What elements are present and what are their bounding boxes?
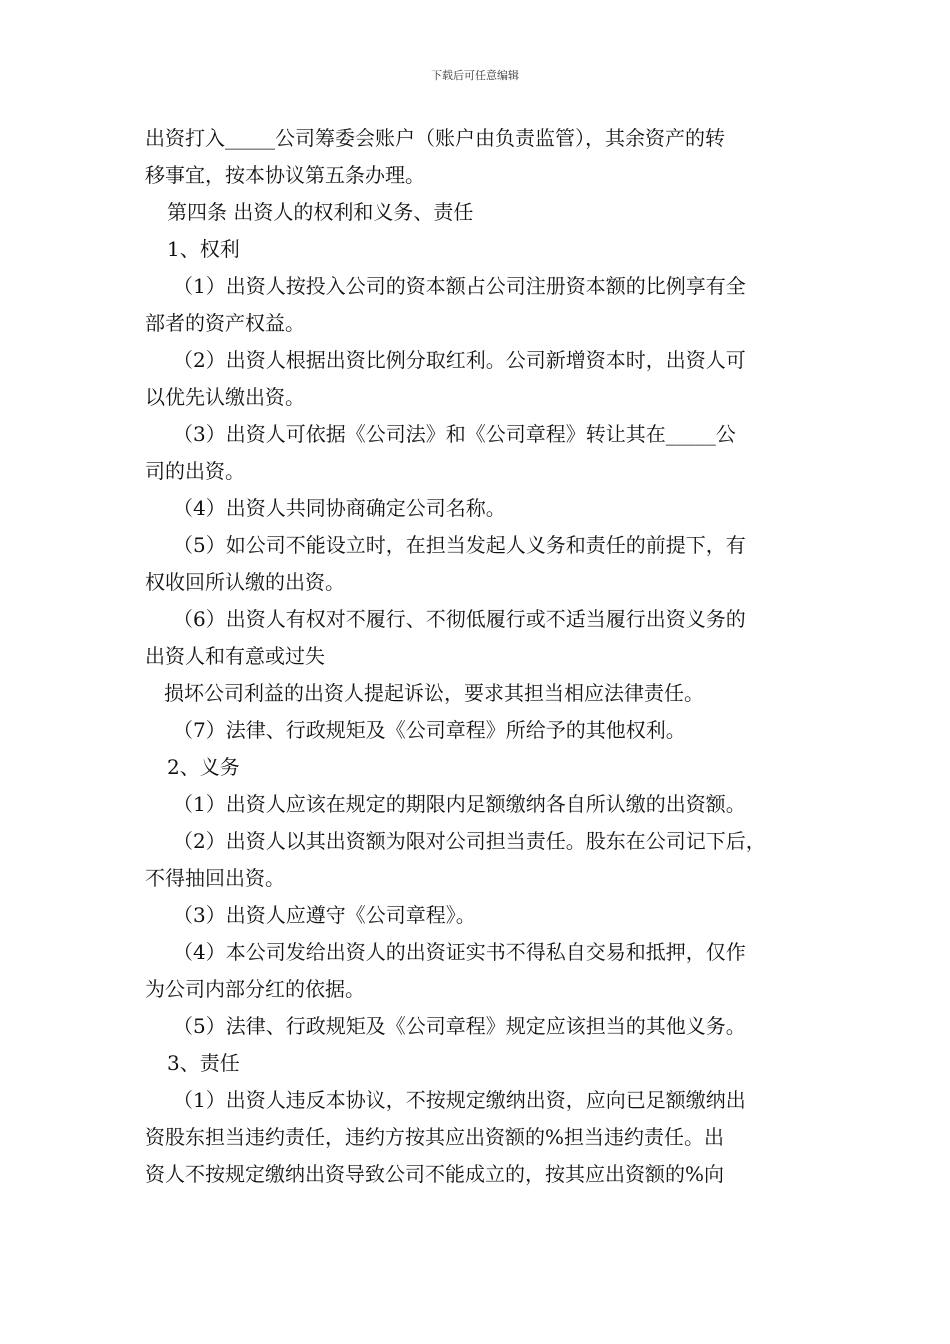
paragraph-line: 资人不按规定缴纳出资导致公司不能成立的，按其应出资额的%向 bbox=[145, 1162, 725, 1186]
document-body bbox=[145, 120, 835, 1193]
paragraph-line: 部者的资产权益。 bbox=[145, 311, 305, 335]
paragraph-line: （5）如公司不能设立时，在担当发起人义务和责任的前提下，有 bbox=[173, 533, 746, 557]
paragraph-line: （2）出资人根据出资比例分取红利。公司新增资本时，出资人可 bbox=[173, 348, 746, 372]
paragraph-line: （4）出资人共同协商确定公司名称。 bbox=[173, 496, 506, 520]
paragraph-line: 不得抽回出资。 bbox=[145, 866, 285, 890]
paragraph-line: （1）出资人按投入公司的资本额占公司注册资本额的比例享有全 bbox=[173, 274, 746, 298]
paragraph-line: （1）出资人应该在规定的期限内足额缴纳各自所认缴的出资额。 bbox=[173, 792, 746, 816]
paragraph-line: （3）出资人应遵守《公司章程》。 bbox=[173, 903, 476, 927]
paragraph-line: 损坏公司利益的出资人提起诉讼，要求其担当相应法律责任。 bbox=[164, 681, 704, 705]
paragraph-line: 以优先认缴出资。 bbox=[145, 385, 305, 409]
paragraph-line: （1）出资人违反本协议，不按规定缴纳出资，应向已足额缴纳出 bbox=[173, 1088, 746, 1112]
paragraph-line: （5）法律、行政规矩及《公司章程》规定应该担当的其他义务。 bbox=[173, 1014, 746, 1038]
paragraph-line: （7）法律、行政规矩及《公司章程》所给予的其他权利。 bbox=[173, 718, 686, 742]
paragraph-line: 3、责任 bbox=[167, 1051, 240, 1075]
paragraph-line: （4）本公司发给出资人的出资证实书不得私自交易和抵押，仅作 bbox=[173, 940, 746, 964]
paragraph-line: 1、权利 bbox=[167, 237, 240, 261]
paragraph-line: 司的出资。 bbox=[145, 459, 245, 483]
paragraph-line: 资股东担当违约责任，违约方按其应出资额的%担当违约责任。出 bbox=[145, 1125, 725, 1149]
paragraph-line: （3）出资人可依据《公司法》和《公司章程》转让其在_____公 bbox=[173, 422, 736, 446]
paragraph-line: 移事宜，按本协议第五条办理。 bbox=[145, 163, 425, 187]
paragraph-line: 出资人和有意或过失 bbox=[145, 644, 325, 668]
paragraph-line: 第四条 出资人的权利和义务、责任 bbox=[167, 200, 474, 224]
page-header: 下载后可任意编辑 bbox=[431, 69, 519, 82]
paragraph-line: （6）出资人有权对不履行、不彻低履行或不适当履行出资义务的 bbox=[173, 607, 746, 631]
paragraph-line: 权收回所认缴的出资。 bbox=[145, 570, 345, 594]
paragraph-line: （2）出资人以其出资额为限对公司担当责任。股东在公司记下后， bbox=[173, 829, 766, 853]
paragraph-line: 为公司内部分红的依据。 bbox=[145, 977, 365, 1001]
paragraph-line: 出资打入_____公司筹委会账户（账户由负责监管），其余资产的转 bbox=[145, 126, 725, 150]
paragraph-line: 2、义务 bbox=[167, 755, 240, 779]
